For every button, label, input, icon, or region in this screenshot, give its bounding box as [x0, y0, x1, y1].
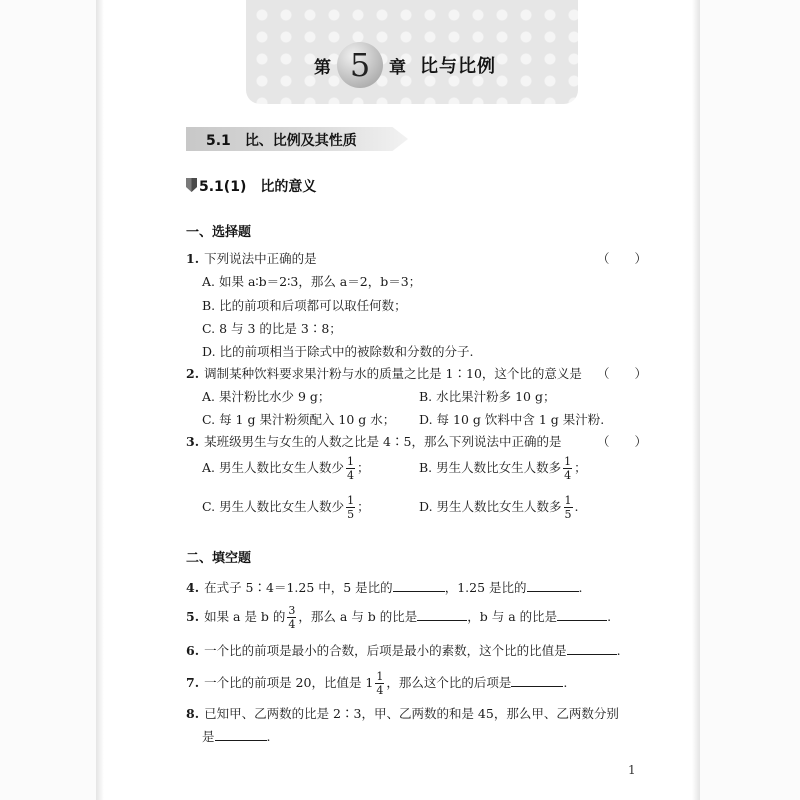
answer-blank[interactable]	[557, 609, 607, 621]
question-4-text-2: ，1.25 是比的	[444, 580, 527, 595]
question-1-option-d: D. 比的前项相当于除式中的被除数和分数的分子.	[202, 344, 474, 359]
question-7	[186, 670, 567, 697]
question-7-text-3: .	[563, 675, 568, 690]
choice-section-heading: 一、选择题	[186, 225, 252, 240]
answer-blank[interactable]	[417, 609, 467, 621]
answer-blank[interactable]	[215, 729, 267, 741]
question-8-text-3: .	[266, 729, 271, 744]
fraction-denominator: 4	[288, 618, 296, 631]
page-right-shadow	[692, 0, 700, 800]
fraction-numerator: 1	[376, 670, 384, 683]
subsection-name: 比的意义	[260, 179, 317, 195]
section-name: 比、比例及其性质	[244, 133, 357, 149]
answer-blank[interactable]	[511, 675, 563, 687]
fraction	[563, 455, 572, 482]
page-left-shadow	[96, 0, 104, 800]
question-3-answer-paren[interactable]: （ ）	[597, 434, 648, 449]
option-c-text: C. 男生人数比女生人数少	[202, 499, 345, 514]
question-6-number: 6.	[186, 643, 200, 658]
question-3-text: 某班级男生与女生的人数之比是 4∶5，那么下列说法中正确的是	[204, 434, 562, 449]
answer-blank[interactable]	[567, 643, 617, 655]
chapter-title	[314, 40, 496, 90]
section-heading	[206, 130, 357, 150]
question-5	[186, 604, 611, 631]
option-d-text: D. 男生人数比女生人数多	[419, 499, 562, 514]
chapter-number: 5	[349, 46, 371, 84]
question-3-option-d	[419, 494, 579, 521]
question-4	[186, 578, 582, 596]
question-8-text-2: 是	[202, 729, 215, 744]
fraction-numerator: 1	[564, 455, 572, 468]
fraction	[287, 604, 296, 631]
question-8-number: 8.	[186, 706, 200, 721]
question-1-number: 1.	[186, 251, 200, 266]
question-1-stem	[186, 249, 317, 267]
option-a-text: A. 男生人数比女生人数少	[202, 460, 344, 475]
fraction-denominator: 4	[564, 469, 572, 482]
question-3-option-b	[419, 455, 587, 482]
question-5-text-1: 如果 a 是 b 的	[204, 609, 286, 624]
question-6-text-1: 一个比的前项是最小的合数，后项是最小的素数，这个比的比值是	[204, 643, 567, 658]
question-1-text: 下列说法中正确的是	[204, 251, 317, 266]
question-4-text-1: 在式子 5∶4＝1.25 中，5 是比的	[204, 580, 393, 595]
option-c-end: ；	[357, 499, 370, 514]
question-8-text-1: 已知甲、乙两数的比是 2∶3，甲、乙两数的和是 45，那么甲、乙两数分别	[204, 706, 619, 721]
fraction-numerator: 3	[288, 604, 296, 617]
fill-blank-section-heading: 二、填空题	[186, 551, 252, 566]
question-2-stem	[186, 364, 582, 382]
question-7-number: 7.	[186, 675, 200, 690]
section-number: 5.1	[206, 133, 231, 149]
question-1-option-a: A. 如果 a∶b＝2∶3，那么 a＝2，b＝3；	[202, 274, 422, 289]
fraction	[564, 494, 573, 521]
question-2-option-b: B. 水比果汁粉多 10 g；	[419, 389, 556, 404]
question-3-option-a	[202, 455, 370, 482]
question-8-continued	[202, 727, 271, 745]
question-3-option-c	[202, 494, 370, 521]
question-7-text-2: ，那么这个比的后项是	[386, 675, 512, 690]
option-d-end: .	[574, 499, 579, 514]
question-5-text-4: .	[607, 609, 612, 624]
subsection-heading	[199, 176, 316, 196]
question-2-number: 2.	[186, 366, 200, 381]
fraction-denominator: 5	[347, 508, 355, 521]
question-3-number: 3.	[186, 434, 200, 449]
page-number: 1	[628, 763, 636, 777]
question-5-text-2: ，那么 a 与 b 的比是	[298, 609, 418, 624]
page-right-margin	[700, 0, 800, 800]
question-5-number: 5.	[186, 609, 200, 624]
fraction-numerator: 1	[347, 494, 355, 507]
chapter-number-badge	[337, 42, 383, 88]
fraction-denominator: 4	[346, 469, 354, 482]
question-2-answer-paren[interactable]: （ ）	[597, 366, 648, 381]
question-8	[186, 704, 619, 722]
chapter-suffix: 章	[389, 57, 406, 78]
fraction-denominator: 5	[564, 508, 572, 521]
question-4-number: 4.	[186, 580, 200, 595]
subsection-number: 5.1(1)	[199, 179, 247, 195]
question-6-text-2: .	[616, 643, 621, 658]
question-1-answer-paren[interactable]: （ ）	[597, 251, 648, 266]
question-4-text-3: .	[578, 580, 583, 595]
fraction-numerator: 1	[346, 455, 354, 468]
question-3-stem	[186, 432, 561, 450]
question-5-text-3: ，b 与 a 的比是	[467, 609, 558, 624]
answer-blank[interactable]	[393, 580, 445, 592]
fraction	[375, 670, 384, 697]
answer-blank[interactable]	[527, 580, 579, 592]
fraction	[346, 455, 355, 482]
page-left-margin	[0, 0, 96, 800]
question-2-option-a: A. 果汁粉比水少 9 g；	[202, 389, 331, 404]
fraction-denominator: 4	[376, 684, 384, 697]
option-b-text: B. 男生人数比女生人数多	[419, 460, 562, 475]
fraction	[346, 494, 355, 521]
option-a-end: ；	[356, 460, 370, 475]
question-6	[186, 641, 621, 659]
question-2-option-c: C. 每 1 g 果汁粉须配入 10 g 水；	[202, 412, 396, 427]
question-2-option-d: D. 每 10 g 饮料中含 1 g 果汁粉.	[419, 412, 605, 427]
question-2-text: 调制某种饮料要求果汁粉与水的质量之比是 1∶10，这个比的意义是	[204, 366, 582, 381]
fraction-numerator: 1	[564, 494, 572, 507]
chapter-name: 比与比例	[420, 56, 496, 77]
question-1-option-b: B. 比的前项和后项都可以取任何数；	[202, 298, 407, 313]
chapter-prefix: 第	[314, 57, 331, 78]
option-b-end: ；	[574, 460, 587, 475]
question-1-option-c: C. 8 与 3 的比是 3∶8；	[202, 321, 342, 336]
question-7-text-1: 一个比的前项是 20，比值是 1	[204, 675, 374, 690]
shield-icon	[186, 178, 197, 192]
